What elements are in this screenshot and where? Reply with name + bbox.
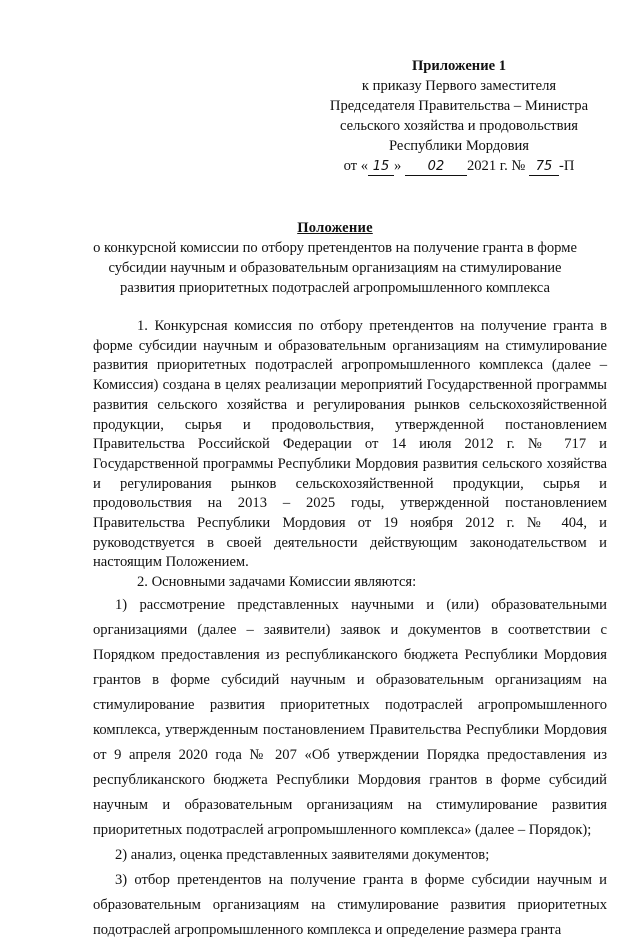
- paragraph-1: 1. Конкурсная комиссия по отбору претендентов на получение гранта в форме субсидии научным и образовательным организациям на стимулирование развития приоритетных подотраслей агропромышленного комплекса (далее – Комиссия) создана в целях реализации мероприятий Государственной программы развития сельского хозяйства и регулирования рынков сельскохозяйственной продукции, сырья и продовольствия, утвержденной постановлением Правительства Российской Федерации от 14 июля 2012 г. № 717 и Государственной программы Республики Мордовия развития сельского хозяйства и регулирования рынков сельскохозяйственной продукции, сырья и продовольствия на 2013 – 2025 годы, утвержденной постановлением Правительства Республики Мордовия от 19 ноября 2012 г. № 404, и руководствуется в своей деятельности действующим законодательством и настоящим Положением.: [93, 318, 607, 571]
- appendix-line-1: к приказу Первого заместителя: [361, 78, 557, 94]
- appendix-header: [318, 56, 600, 176]
- paragraph-2: 2. Основными задачами Комиссии являются:: [137, 574, 417, 591]
- regulation-body: [93, 317, 607, 943]
- tasks-list: [93, 593, 607, 943]
- date-year: 2021 г. №: [466, 158, 526, 174]
- date-prefix: от «: [343, 158, 368, 174]
- regulation-subtitle-3: развития приоритетных подотраслей агропромышленного комплекса: [120, 280, 550, 296]
- regulation-subtitle-1: о конкурсной комиссии по отбору претендентов на получение гранта в форме: [93, 240, 577, 256]
- order-number-handwritten: 75: [529, 159, 559, 176]
- appendix-title: Приложение 1: [411, 58, 507, 74]
- task-item-3: 3) отбор претендентов на получение гранта в форме субсидии научным и образовательным организациям на стимулирование развития приоритетных подотраслей агропромышленного комплекса и определение размера гранта: [93, 871, 607, 938]
- date-middle: »: [394, 158, 402, 174]
- date-day-handwritten: 15: [368, 159, 394, 176]
- appendix-line-3: сельского хозяйства и продовольствия: [339, 118, 579, 134]
- date-month-handwritten: 02: [405, 159, 467, 176]
- appendix-line-4: Республики Мордовия: [388, 138, 529, 154]
- order-suffix: -П: [559, 158, 575, 174]
- order-date-line: [318, 156, 600, 176]
- regulation-subtitle-2: субсидии научным и образовательным организациям на стимулирование: [108, 260, 562, 276]
- regulation-heading: Положение: [297, 220, 373, 236]
- appendix-line-2: Председателя Правительства – Министра: [329, 98, 589, 114]
- task-item-1: 1) рассмотрение представленных научными и (или) образовательными организациями (далее – заявители) заявок и документов в соответствии с Порядком предоставления из республиканского бюджета Республики Мордовия грантов в форме субсидий научным и образовательным организациям на стимулирование развития приоритетных подотраслей агропромышленного комплекса, утвержденным постановлением Правительства Республики Мордовия от 9 апреля 2020 года № 207 «Об утверждении Порядка предоставления из республиканского бюджета Республики Мордовия грантов в форме субсидий научным и образовательным организациям на стимулирование развития приоритетных подотраслей агропромышленного комплекса» (далее – Порядок);: [93, 596, 607, 838]
- regulation-title-block: [80, 218, 590, 298]
- task-item-2: 2) анализ, оценка представленных заявителями документов;: [115, 846, 490, 863]
